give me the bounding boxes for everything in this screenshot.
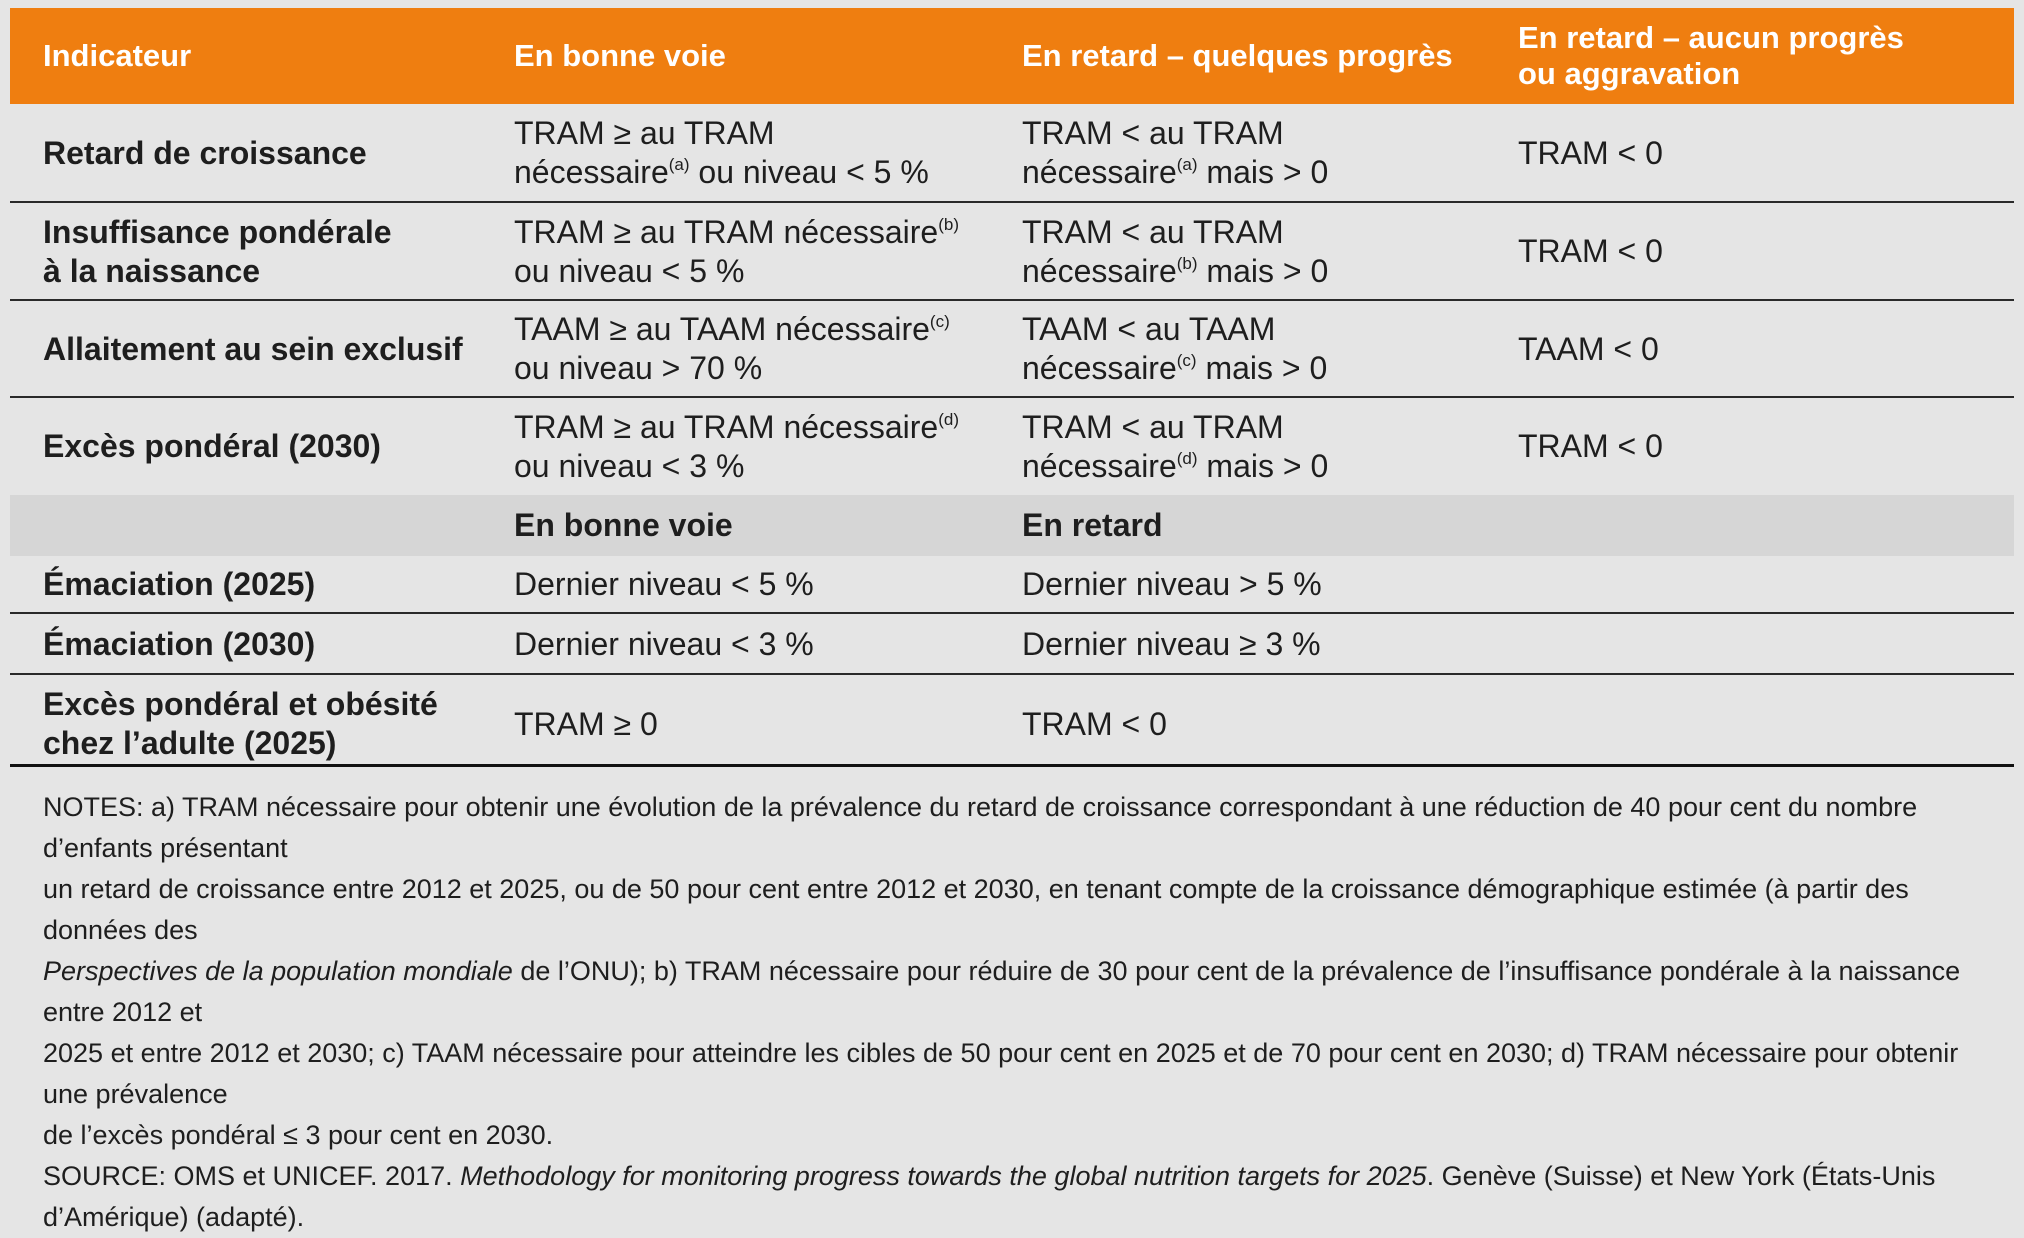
indicator-name: Excès pondéral et obésité chez l’adulte (2025)	[43, 686, 438, 761]
header-quelques-progres: En retard – quelques progrès	[1022, 38, 1453, 73]
table-row	[10, 675, 2014, 773]
off-track-criteria: Dernier niveau ≥ 3 %	[1022, 625, 1321, 662]
subheader-en-bonne-voie: En bonne voie	[514, 507, 733, 543]
indicator-name: Retard de croissance	[43, 134, 367, 171]
notes-line: un retard de croissance entre 2012 et 2025, ou de 50 pour cent entre 2012 et 2030, en tenant compte de la croissance démographique estimée (à partir des données des	[43, 874, 1909, 945]
off-track-criteria: Dernier niveau > 5 %	[1022, 566, 1322, 602]
table-row	[10, 203, 2014, 300]
header-indicateur: Indicateur	[43, 38, 192, 73]
no-progress-criteria: TRAM < 0	[1518, 134, 1663, 171]
off-track-criteria: TRAM < 0	[1022, 705, 1167, 742]
some-progress-criteria: TRAM < au TRAM nécessaire$^{(d)}$ mais > 0	[1022, 408, 1329, 484]
on-track-criteria: TRAM ≥ 0	[514, 705, 658, 742]
some-progress-criteria: TAAM < au TAAM nécessaire$^{(c)}$ mais > 0	[1022, 311, 1328, 386]
source-line: SOURCE: OMS et UNICEF. 2017. Methodology for monitoring progress towards the global nutrition targets for 2025. Genève (Suisse) et New York (États-Unis d’Amérique) (adapté).	[43, 1161, 1936, 1232]
no-progress-criteria: TAAM < 0	[1518, 330, 1659, 367]
notes-line: NOTES: a) TRAM nécessaire pour obtenir une évolution de la prévalence du retard de croissance correspondant à une réduction de 40 pour cent du nombre d’enfants présentant	[43, 792, 1918, 863]
table-row	[10, 398, 2014, 495]
no-progress-criteria: TRAM < 0	[1518, 428, 1663, 464]
indicator-name: Émaciation (2030)	[43, 625, 316, 662]
on-track-criteria: TRAM ≥ au TRAM nécessaire$^{(a)}$ ou niveau < 5 %	[514, 115, 929, 190]
notes-line: Perspectives de la population mondiale de l’ONU); b) TRAM nécessaire pour réduire de 30 pour cent de la prévalence de l’insuffisance pondérale à la naissance entre 2012 et	[43, 956, 1961, 1027]
table-row	[10, 556, 2014, 613]
notes-line: de l’excès pondéral ≤ 3 pour cent en 2030.	[43, 1120, 554, 1150]
table-row	[10, 104, 2014, 202]
header-en-bonne-voie: En bonne voie	[514, 38, 726, 73]
header-aucun-progres: En retard – aucun progrès ou aggravation	[1518, 20, 1904, 91]
notes-line: 2025 et entre 2012 et 2030; c) TAAM nécessaire pour atteindre les cibles de 50 pour cent en 2025 et de 70 pour cent en 2030; d) TRAM nécessaire pour obtenir une prévalence	[43, 1038, 1959, 1109]
table-notes	[43, 787, 2003, 1238]
indicator-name: Allaitement au sein exclusif	[43, 330, 463, 367]
table-row	[10, 301, 2014, 397]
on-track-criteria: Dernier niveau < 3 %	[514, 625, 814, 662]
indicator-name: Insuffisance pondérale à la naissance	[43, 213, 392, 289]
sub-header	[10, 495, 2014, 556]
subheader-en-retard: En retard	[1022, 507, 1163, 543]
on-track-criteria: TRAM ≥ au TRAM nécessaire$^{(b)}$ ou niveau < 5 %	[514, 213, 959, 289]
table-header	[10, 8, 2014, 104]
on-track-criteria: TAAM ≥ au TAAM nécessaire$^{(c)}$ ou niveau > 70 %	[514, 311, 950, 386]
some-progress-criteria: TRAM < au TRAM nécessaire$^{(b)}$ mais > 0	[1022, 213, 1329, 289]
some-progress-criteria: TRAM < au TRAM nécessaire$^{(a)}$ mais > 0	[1022, 115, 1329, 190]
on-track-criteria: Dernier niveau < 5 %	[514, 566, 814, 602]
indicator-name: Émaciation (2025)	[43, 566, 316, 602]
indicator-name: Excès pondéral (2030)	[43, 428, 381, 464]
table-row	[10, 614, 2014, 674]
table-bottom-rule	[10, 764, 2014, 767]
no-progress-criteria: TRAM < 0	[1518, 233, 1663, 269]
on-track-criteria: TRAM ≥ au TRAM nécessaire$^{(d)}$ ou niveau < 3 %	[514, 408, 959, 484]
